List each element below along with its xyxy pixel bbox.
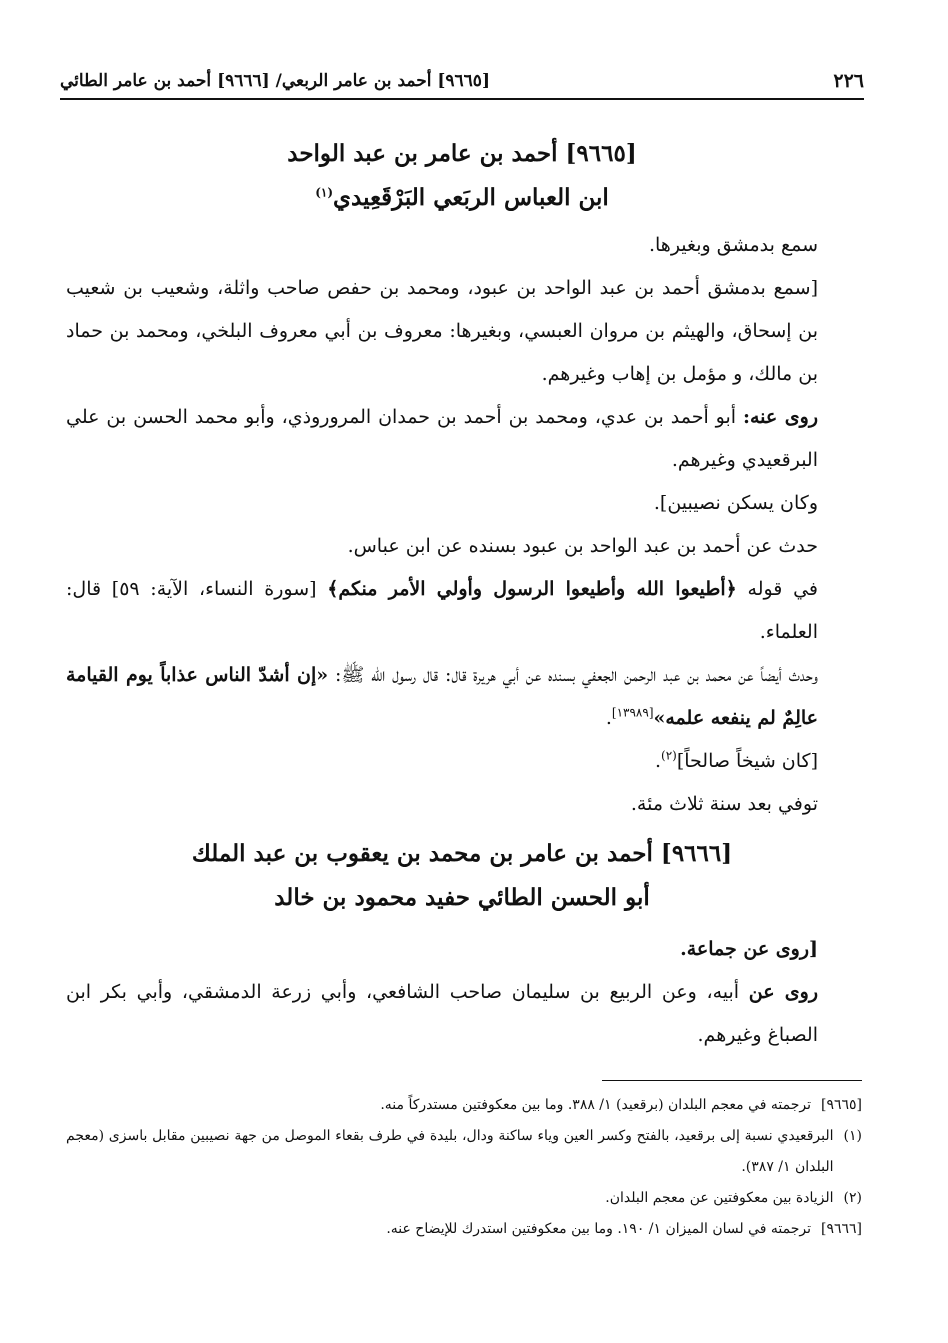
paragraph-quran-verse bbox=[66, 568, 862, 654]
hadith-end: . bbox=[605, 707, 612, 729]
footnote-item bbox=[66, 1183, 862, 1214]
entry-9666-title-line-1: [٩٦٦٦] أحمد بن عامر بن محمد بن يعقوب بن عبد الملك bbox=[191, 840, 733, 867]
narrated-from-text: أبيه، وعن الربيع بن سليمان صاحب الشافعي، وأبي زرعة الدمشقي، وأبي بكر ابن الصباغ وغيرهم. bbox=[66, 981, 818, 1046]
footnote-separator bbox=[602, 1080, 862, 1081]
footnote-text: الزيادة بين معكوفتين عن معجم البلدان. bbox=[605, 1190, 834, 1206]
footnote-mark: [٩٦٦٥] bbox=[820, 1097, 862, 1113]
narrated-from-him-label: روى عنه: bbox=[742, 406, 818, 428]
paragraph-narration-1: حدث عن أحمد بن عبد الواحد بن عبود بسنده عن ابن عباس. bbox=[347, 535, 818, 557]
footnote-ref-1: (١) bbox=[315, 185, 334, 200]
hadith-text: «إن أشدّ الناس عذاباً يوم القيامة عالِمٌ لم ينفعه علمه» bbox=[66, 664, 818, 729]
footnote-mark: [٩٦٦٦] bbox=[820, 1221, 862, 1237]
entry-9665-title bbox=[60, 132, 864, 220]
footnote-text: البرقعيدي نسبة إلى برقعيد، بالفتح وكسر العين وياء ساكنة ودال، بليدة في طرف بقعاء الموصل من جهة نصيبين مقابل باسزى (معجم البلدان ١/ ٣٨٧). bbox=[66, 1128, 834, 1175]
footnote-mark: (١) bbox=[843, 1128, 862, 1144]
paragraph-heard: سمع بدمشق وبغيرها. bbox=[648, 234, 818, 256]
footnote-ref-2: (٢) bbox=[661, 748, 677, 763]
entry-9665-title-line-2 bbox=[60, 176, 864, 220]
paragraph-students bbox=[66, 396, 862, 482]
paragraph-narrated-group: [روى عن جماعة. bbox=[680, 938, 818, 960]
paragraph-narrated-from bbox=[66, 971, 862, 1057]
entry-9666-title bbox=[60, 832, 864, 920]
narrated-from-label: روى عن bbox=[748, 981, 818, 1003]
footnote-item bbox=[66, 1090, 862, 1121]
hadith-number: [١٣٩٨٩] bbox=[611, 705, 654, 720]
footnote-text: ترجمته في لسان الميزان ١/ ١٩٠. وما بين معكوفتين استدرك للإيضاح عنه. bbox=[386, 1221, 811, 1237]
footnote-item bbox=[66, 1121, 862, 1183]
entry-9665-title-line-2-text: ابن العباس الربَعي البَرْقَعِيدي bbox=[333, 184, 609, 211]
righteous-text: [كان شيخاً صالحاً] bbox=[676, 750, 818, 772]
righteous-end: . bbox=[654, 750, 661, 772]
footnote-text: ترجمته في معجم البلدان (برقعيد) ١/ ٣٨٨. وما بين معكوفتين مستدركاً منه. bbox=[380, 1097, 811, 1113]
hadith-intro: وحدث أيضاً عن محمد بن عبد الرحمن الجعفي بسنده عن أبي هريرة قال: قال رسول الله ﷺ: bbox=[328, 664, 818, 686]
paragraph-narration-2 bbox=[66, 654, 862, 740]
footnote-mark: (٢) bbox=[843, 1190, 862, 1206]
paragraph-residence: وكان يسكن نصيبين]. bbox=[653, 492, 818, 514]
narrated-from-him-text: أبو أحمد بن عدي، ومحمد بن أحمد بن حمدان المروروذي، وأبو محمد الحسن بن علي البرقعيدي وغيرهم. bbox=[66, 406, 818, 471]
quran-reference: [سورة النساء، الآية: ٥٩] قال: العلماء. bbox=[66, 578, 818, 643]
running-title: [٩٦٦٥] أحمد بن عامر الربعي/ [٩٦٦٦] أحمد بن عامر الطائي bbox=[60, 71, 490, 91]
paragraph-death: توفي بعد سنة ثلاث مئة. bbox=[630, 793, 818, 815]
paragraph-teachers: [سمع بدمشق أحمد بن عبد الواحد بن عبود، ومحمد بن حفص صاحب واثلة، وشعيب بن شعيب بن إسحاق، والهيثم بن مروان العبسي، وبغيرها: معروف بن أبي معروف البلخي، ومحمد بن حماد بن مالك، و مؤمل بن إهاب وغيرهم. bbox=[66, 277, 818, 385]
entry-9665-body bbox=[66, 224, 862, 826]
entry-9666-body bbox=[66, 928, 862, 1057]
page-number: ٢٢٦ bbox=[833, 70, 864, 92]
entry-9665-title-line-1: [٩٦٦٥] أحمد بن عامر بن عبد الواحد bbox=[287, 140, 637, 167]
footnotes bbox=[66, 1090, 862, 1245]
entry-9666-title-line-2: أبو الحسن الطائي حفيد محمود بن خالد bbox=[274, 884, 650, 911]
quran-intro: في قوله bbox=[736, 578, 819, 600]
page-header bbox=[60, 64, 864, 100]
footnote-item bbox=[66, 1214, 862, 1245]
paragraph-righteous bbox=[66, 740, 862, 783]
quran-verse: ﴿أطيعوا الله وأطيعوا الرسول وأولي الأمر منكم﴾ bbox=[327, 578, 737, 600]
